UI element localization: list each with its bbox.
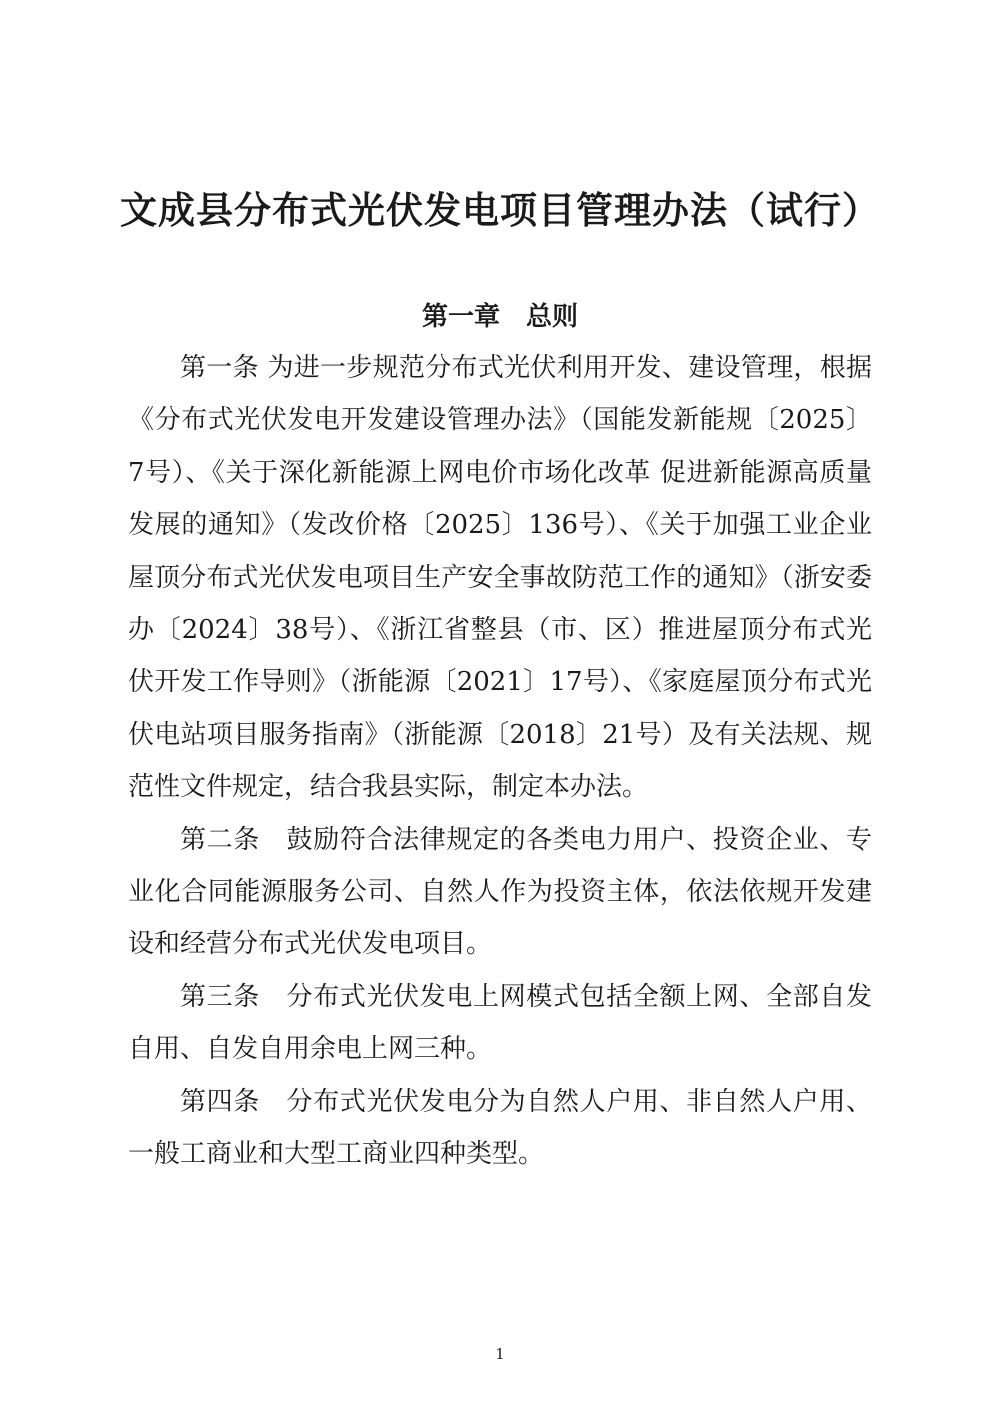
article-paragraph: 第一条 为进一步规范分布式光伏利用开发、建设管理，根据《分布式光伏发电开发建设管理办法》（国能发新能规〔2025〕7号）、《关于深化新能源上网电价市场化改革 促进新能源高质量发展的通知》（发改价格〔2025〕136号）、《关于加强工业企业屋顶分布式光伏发电项目生产安全事故防范工作的通知》（浙安委办〔2024〕38号）、《浙江省整县（市、区）推进屋顶分布式光伏开发工作导则》（浙能源〔2021〕17号）、《家庭屋顶分布式光伏电站项目服务指南》（浙能源〔2018〕21号）及有关法规、规范性文件规定，结合我县实际，制定本办法。 <box>128 353 872 803</box>
article-paragraph: 第三条 分布式光伏发电上网模式包括全额上网、全部自发自用、自发自用余电上网三种。 <box>128 981 872 1065</box>
document-body <box>128 342 872 1181</box>
article-paragraph: 第四条 分布式光伏发电分为自然人户用、非自然人户用、一般工商业和大型工商业四种类型。 <box>128 1086 872 1170</box>
article-paragraph: 第二条 鼓励符合法律规定的各类电力用户、投资企业、专业化合同能源服务公司、自然人作为投资主体，依法依规开发建设和经营分布式光伏发电项目。 <box>128 824 872 960</box>
chapter-title: 第一章 总则 <box>421 302 578 332</box>
document-title: 文成县分布式光伏发电项目管理办法（试行） <box>120 189 880 232</box>
page-number: 1 <box>495 1345 505 1363</box>
